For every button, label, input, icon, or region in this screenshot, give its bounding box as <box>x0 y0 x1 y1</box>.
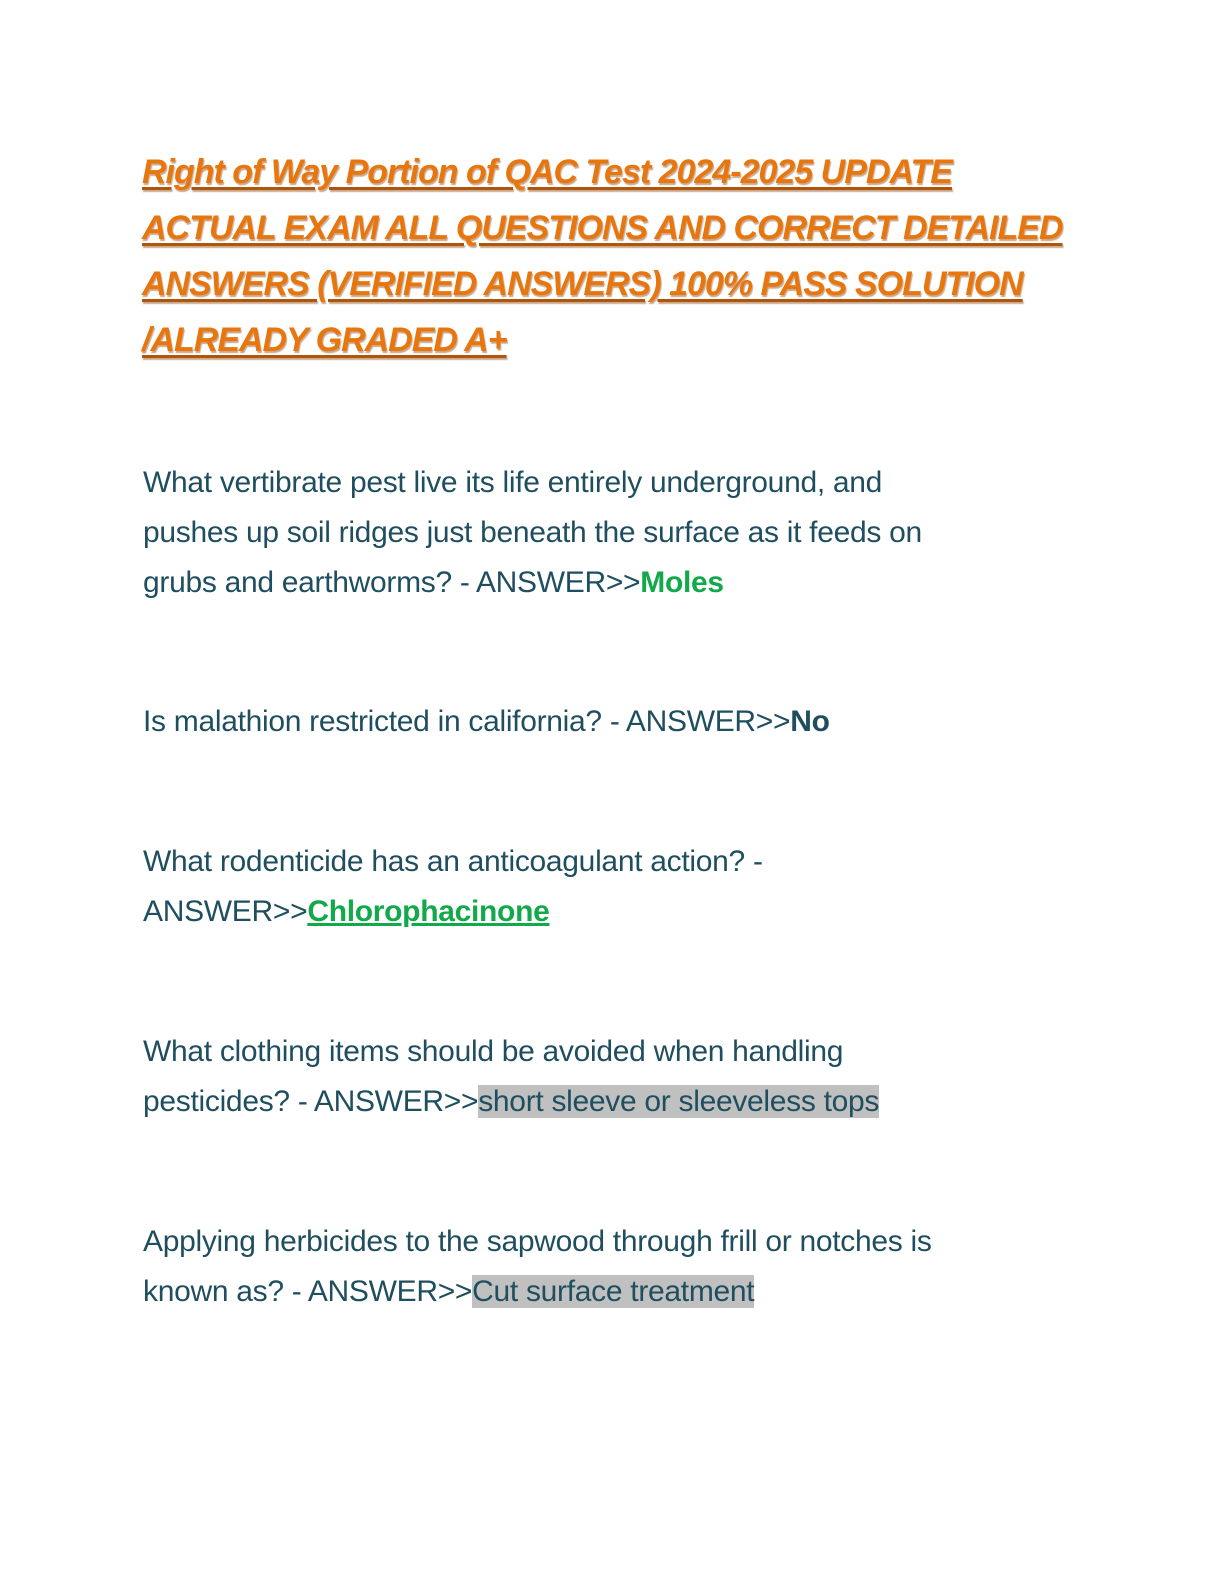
question-line: What rodenticide has an anticoagulant action? - <box>143 845 763 878</box>
question-text: pesticides? - ANSWER>> <box>143 1085 479 1118</box>
question-block <box>143 697 830 747</box>
answer-text: No <box>790 705 830 738</box>
question-text: ANSWER>> <box>143 895 308 928</box>
question-line <box>143 1077 879 1127</box>
question-line <box>143 1267 932 1317</box>
question-block <box>143 1217 932 1317</box>
question-line: pushes up soil ridges just beneath the surface as it feeds on <box>143 516 922 549</box>
question-block <box>143 837 763 937</box>
question-line: Applying herbicides to the sapwood through frill or notches is <box>143 1225 932 1258</box>
question-text: grubs and earthworms? - ANSWER>> <box>143 566 641 599</box>
answer-text: Moles <box>640 566 724 599</box>
question-line: What clothing items should be avoided when handling <box>143 1035 844 1068</box>
title-line: ACTUAL EXAM ALL QUESTIONS AND CORRECT DETAILED <box>142 209 1063 247</box>
question-line: What vertibrate pest live its life entirely underground, and <box>143 466 883 499</box>
question-text: Is malathion restricted in california? - ANSWER>> <box>143 705 791 738</box>
question-block <box>143 1027 879 1127</box>
answer-text: Chlorophacinone <box>307 895 550 928</box>
document-title <box>142 144 1102 368</box>
question-line <box>143 697 830 747</box>
answer-text: Cut surface treatment <box>472 1275 755 1308</box>
question-line <box>143 887 763 937</box>
answer-text: short sleeve or sleeveless tops <box>478 1085 880 1118</box>
question-text: known as? - ANSWER>> <box>143 1275 473 1308</box>
title-line: ANSWERS (VERIFIED ANSWERS) 100% PASS SOLUTION <box>142 265 1023 303</box>
question-block <box>143 458 922 608</box>
question-line <box>143 558 922 608</box>
title-line: /ALREADY GRADED A+ <box>142 321 507 359</box>
title-line: Right of Way Portion of QAC Test 2024-2025 UPDATE <box>142 153 952 191</box>
